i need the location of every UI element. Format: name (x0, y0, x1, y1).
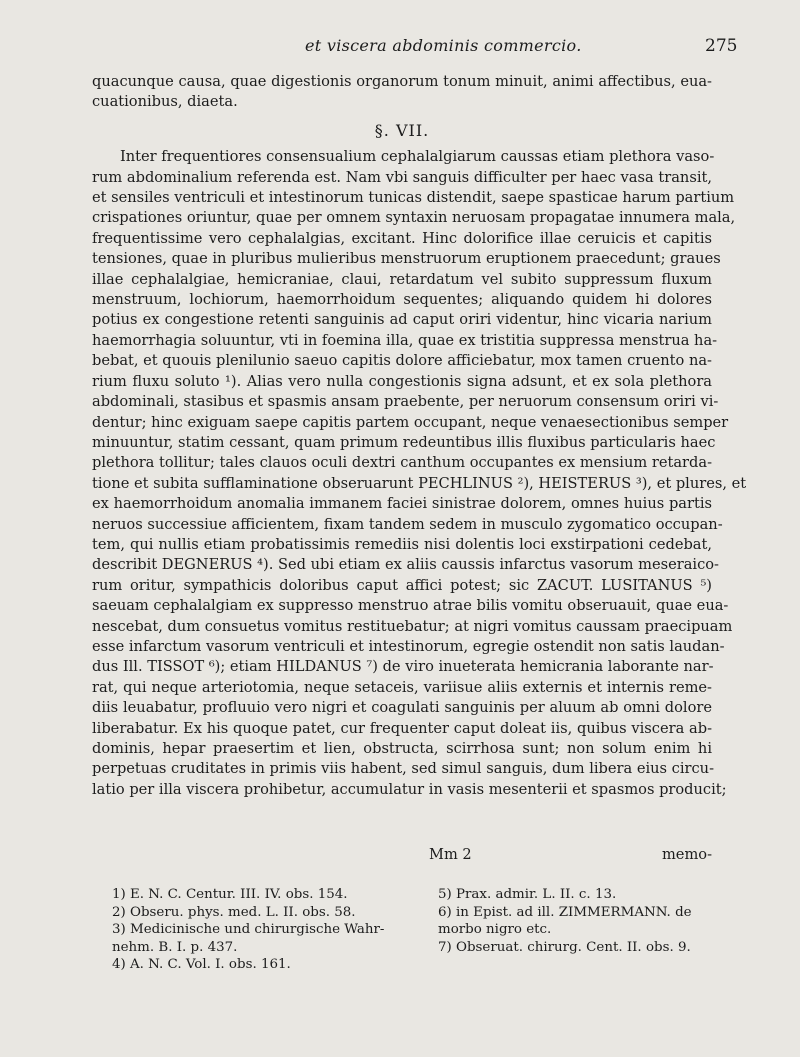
footnotes-left-column (112, 886, 412, 974)
body-text (92, 72, 747, 800)
paragraph-line: rat, qui neque arteriotomia, neque setaceis, variisue aliis externis et internis reme- (92, 678, 712, 696)
paragraph-line: potius ex congestione retenti sanguinis ad caput oriri videntur, hinc vicaria narium (92, 311, 712, 329)
footnote (112, 956, 412, 974)
footnote (112, 886, 412, 904)
running-title: et viscera abdominis commercio. (305, 36, 582, 55)
footnote-line: morbo nigro etc. (438, 922, 552, 937)
paragraph-line: describit DEGNERUS ⁴). Sed ubi etiam ex aliis caussis infarctus vasorum meseraico- (92, 556, 719, 574)
footnote (438, 939, 738, 957)
footnote-line: 6) in Epist. ad ill. ZIMMERMANN. de (438, 904, 692, 920)
paragraph-line: perpetuas cruditates in primis viis habent, sed simul sanguis, dum libera eius circu- (92, 760, 715, 778)
footnote (112, 904, 412, 922)
paragraph-line: abdominali, stasibus et spasmis ansam praebente, per neruorum consensum oriri vi- (92, 393, 719, 411)
paragraph-line: liberabatur. Ex his quoque patet, cur frequenter caput doleat iis, quibus viscera ab- (92, 719, 712, 737)
signature-row (92, 846, 712, 868)
paragraph-line: dominis, hepar praesertim et lien, obstructa, scirrhosa sunt; non solum enim hi (92, 740, 712, 757)
paragraph-line: neruos successiue afficientem, fixam tandem sedem in musculo zygomatico occupan- (92, 515, 723, 533)
footnote-line: nehm. B. I. p. 437. (112, 939, 238, 955)
paragraph-line: latio per illa viscera prohibetur, accumulatur in vasis mesenterii et spasmos producit; (92, 780, 727, 798)
footnote-line: 5) Prax. admir. L. II. c. 13. (438, 887, 617, 902)
signature-mark: Mm 2 (429, 846, 472, 863)
paragraph-line: tione et subita sufflaminatione obseruarunt PECHLINUS ²), HEISTERUS ³), et plures, et (92, 474, 747, 492)
paragraph-line: et sensiles ventriculi et intestinorum tunicas distendit, saepe spasticae harum partium (92, 189, 735, 207)
footnote (438, 886, 738, 904)
footnote-line: 7) Obseruat. chirurg. Cent. II. obs. 9. (438, 939, 691, 955)
footnote-line: 3) Medicinische und chirurgische Wahr- (112, 922, 385, 937)
running-head (0, 36, 800, 60)
footnote-line: 4) A. N. C. Vol. I. obs. 161. (112, 957, 291, 972)
paragraph-line: rum oritur, sympathicis doloribus caput affici potest; sic ZACUT. LUSITANUS ⁵) (92, 576, 712, 594)
section-heading: §. VII. (374, 120, 430, 140)
footnote (438, 904, 738, 939)
footnote-line: 1) E. N. C. Centur. III. IV. obs. 154. (112, 887, 348, 902)
paragraph-line: rum abdominalium referenda est. Nam vbi sanguis difficulter per haec vasa transit, (92, 168, 712, 186)
paragraph-line: bebat, et quouis plenilunio saeuo capitis dolore afficiebatur, mox tamen cruento na- (92, 352, 712, 370)
paragraph-line: esse infarctum vasorum ventriculi et intestinorum, egregie ostendit non satis laudan- (92, 637, 725, 655)
paragraph-line: minuuntur, statim cessant, quam primum redeuntibus illis fluxibus particularis haec (92, 433, 716, 451)
paragraph-line: ex haemorrhoidum anomalia immanem faciei sinistrae dolorem, omnes huius partis (92, 495, 712, 513)
opening-line: cuationibus, diaeta. (92, 93, 238, 111)
paragraph-line: haemorrhagia soluuntur, vti in foemina illa, quae ex tristitia suppressa menstrua ha- (92, 331, 718, 349)
footnotes-right-column (438, 886, 738, 956)
paragraph-line: menstruum, lochiorum, haemorrhoidum sequentes; aliquando quidem hi dolores (92, 291, 712, 309)
paragraph-line: rium fluxu soluto ¹). Alias vero nulla congestionis signa adsunt, et ex sola plethora (92, 372, 712, 390)
paragraph-line: tem, qui nullis etiam probatissimis remediis nisi dolentis loci exstirpationi cedebat, (92, 535, 712, 553)
paragraph-line: nescebat, dum consuetus vomitus restituebatur; at nigri vomitus caussam praecipuam (92, 617, 733, 635)
paragraph-line: illae cephalalgiae, hemicraniae, claui, retardatum vel subito suppressum fluxum (92, 270, 712, 288)
paragraph-line: frequentissime vero cephalalgias, excitant. Hinc dolorifice illae ceruicis et capitis (92, 229, 712, 247)
paragraph-line: diis leuabatur, profluuio vero nigri et coagulati sanguinis per aluum ab omni dolore (92, 699, 712, 717)
opening-line: quacunque causa, quae digestionis organorum tonum minuit, animi affectibus, eua- (92, 73, 712, 90)
paragraph-line: Inter frequentiores consensualium cephalalgiarum caussas etiam plethora vaso- (120, 148, 715, 166)
paragraph-line: saeuam cephalalgiam ex suppresso menstruo atrae bilis vomitu obseruauit, quae eua- (92, 597, 729, 615)
footnote-line: 2) Obseru. phys. med. L. II. obs. 58. (112, 904, 356, 920)
catchword: memo- (661, 846, 712, 863)
footnote (112, 921, 412, 956)
paragraph-line: dus Ill. TISSOT ⁶); etiam HILDANUS ⁷) de viro inueterata hemicrania laborante nar- (92, 658, 714, 676)
paragraph-line: crispationes oriuntur, quae per omnem syntaxin neruosam propagatae innumera mala, (92, 209, 736, 227)
paragraph-line: plethora tollitur; tales clauos oculi dextri canthum occupantes ex mensium retarda- (92, 454, 712, 472)
paragraph-line: tensiones, quae in pluribus mulieribus menstruorum eruptionem praecedunt; graues (92, 250, 721, 268)
paragraph-line: dentur; hinc exiguam saepe capitis partem occupant, neque venaesectionibus semper (92, 413, 729, 431)
page-number: 275 (705, 36, 738, 56)
paragraph (92, 147, 747, 800)
